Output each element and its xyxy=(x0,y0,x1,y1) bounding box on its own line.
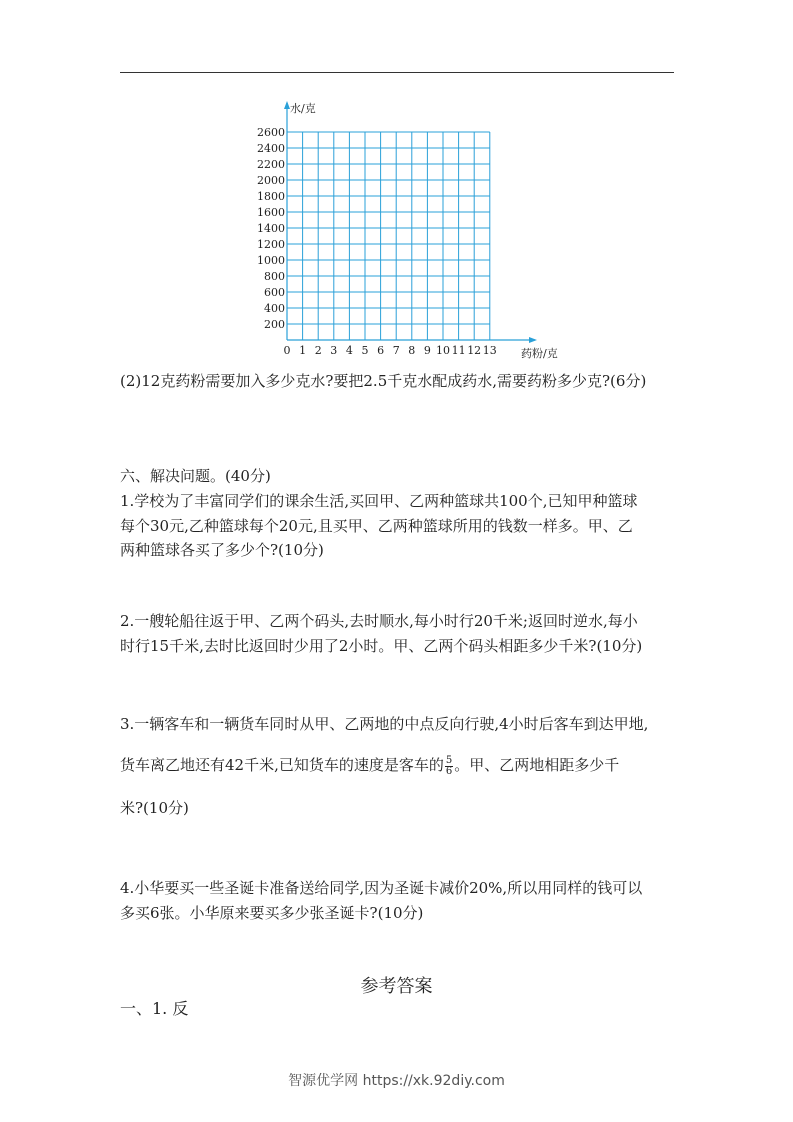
problem-3-line-1: 3.一辆客车和一辆货车同时从甲、乙两地的中点反向行驶,4小时后客车到达甲地, xyxy=(120,715,649,733)
footer-watermark: 智源优学网 https://xk.92diy.com xyxy=(288,1073,505,1089)
y-tick-label: 2000 xyxy=(257,174,285,187)
problem-1-line-2: 每个30元,乙种篮球每个20元,且买甲、乙两种篮球所用的钱数一样多。甲、乙 xyxy=(120,517,633,535)
answers-title: 参考答案 xyxy=(360,976,433,997)
y-axis-label: 水/克 xyxy=(290,102,316,115)
y-tick-label: 600 xyxy=(264,286,285,299)
header-rule xyxy=(120,72,674,73)
fraction-denominator: 6 xyxy=(445,765,453,777)
x-tick-label: 5 xyxy=(361,344,369,357)
x-tick-label: 8 xyxy=(408,344,416,357)
x-axis-arrow xyxy=(529,337,537,343)
y-tick-label: 800 xyxy=(264,270,285,283)
x-tick-label: 12 xyxy=(467,344,482,357)
problem-3-line-2 xyxy=(120,755,619,777)
answers-line-1: 一、1. 反 xyxy=(120,999,189,1018)
grid-chart xyxy=(250,95,558,365)
x-tick-label: 1 xyxy=(299,344,307,357)
y-tick-label: 1400 xyxy=(257,222,285,235)
fraction-five-sixths xyxy=(445,756,453,777)
problem-2-line-2: 时行15千米,去时比返回时少用了2小时。甲、乙两个码头相距多少千米?(10分) xyxy=(120,637,643,655)
x-tick-label: 13 xyxy=(482,344,497,357)
y-tick-label: 2200 xyxy=(257,158,285,171)
fraction-numerator: 5 xyxy=(445,754,453,766)
problem-4-line-2: 多买6张。小华原来要买多少张圣诞卡?(10分) xyxy=(120,904,424,922)
y-tick-label: 400 xyxy=(264,302,285,315)
problem-3-line-3: 米?(10分) xyxy=(120,799,189,817)
x-tick-label: 11 xyxy=(451,344,466,357)
question-part-2: (2)12克药粉需要加入多少克水?要把2.5千克水配成药水,需要药粉多少克?(6分) xyxy=(120,372,647,390)
y-tick-label: 1000 xyxy=(257,254,285,267)
x-tick-label: 9 xyxy=(423,344,431,357)
x-tick-labels xyxy=(284,344,497,357)
x-tick-label: 7 xyxy=(392,344,400,357)
problem-1-line-3: 两种篮球各买了多少个?(10分) xyxy=(120,541,324,559)
x-tick-label: 3 xyxy=(330,344,338,357)
problem-2-line-1: 2.一艘轮船往返于甲、乙两个码头,去时顺水,每小时行20千米;返回时逆水,每小 xyxy=(120,612,638,630)
x-tick-label: 4 xyxy=(345,344,353,357)
x-tick-label: 2 xyxy=(314,344,322,357)
y-tick-label: 1600 xyxy=(257,206,285,219)
y-tick-label: 1200 xyxy=(257,238,285,251)
x-axis-label: 药粉/克 xyxy=(521,347,558,360)
x-tick-label: 10 xyxy=(436,344,450,357)
y-tick-labels xyxy=(257,126,285,331)
problem-3-text-b: 。甲、乙两地相距多少千 xyxy=(454,756,620,774)
y-tick-label: 200 xyxy=(264,318,285,331)
section-6-title: 六、解决问题。(40分) xyxy=(120,467,271,485)
y-tick-label: 2400 xyxy=(257,142,285,155)
x-tick-label: 6 xyxy=(377,344,385,357)
y-tick-label: 2600 xyxy=(257,126,285,139)
problem-3-text-a: 货车离乙地还有42千米,已知货车的速度是客车的 xyxy=(120,756,444,774)
problem-1-line-1: 1.学校为了丰富同学们的课余生活,买回甲、乙两种篮球共100个,已知甲种篮球 xyxy=(120,492,638,510)
x-tick-label: 0 xyxy=(283,344,291,357)
chart-axes xyxy=(284,101,537,343)
problem-4-line-1: 4.小华要买一些圣诞卡准备送给同学,因为圣诞卡减价20%,所以用同样的钱可以 xyxy=(120,879,643,897)
y-tick-label: 1800 xyxy=(257,190,285,203)
chart-grid xyxy=(287,132,490,340)
